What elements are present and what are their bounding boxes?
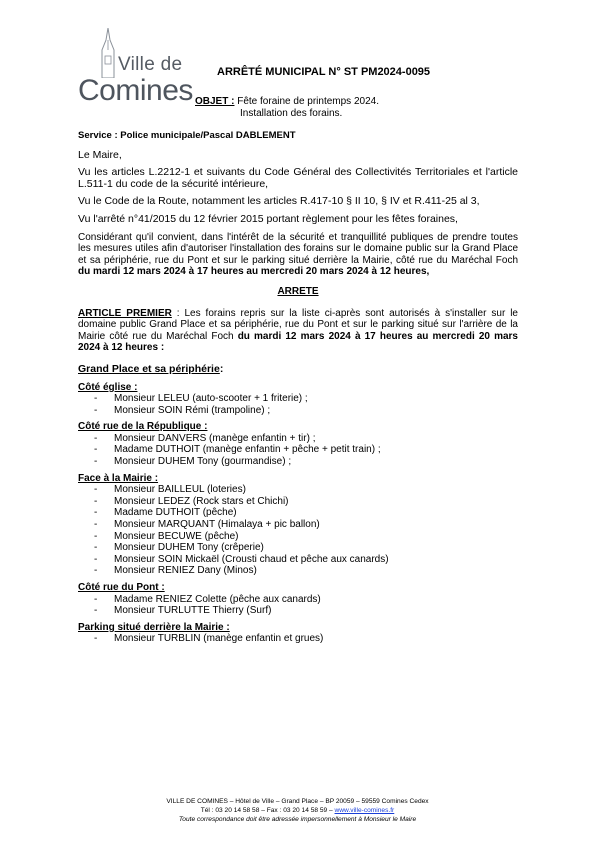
list-item: - Madame DUTHOIT (pêche) [78,507,518,519]
object-block [195,96,379,120]
city-logo [78,28,196,108]
list-item: - Monsieur SOIN Rémi (trampoline) ; [78,405,518,417]
forain-list [78,633,518,645]
group-title: Côté église : [78,381,138,393]
arrete-heading: ARRETE [277,285,319,297]
website-link[interactable]: www.ville-comines.fr [334,807,395,814]
list-item: - Madame RENIEZ Colette (pêche aux canards) [78,594,518,606]
list-item: - Monsieur TURLUTTE Thierry (Surf) [78,605,518,617]
object-label: OBJET : [195,96,235,107]
list-item: - Monsieur BECUWE (pêche) [78,531,518,543]
logo-line2: Comines [78,74,193,107]
vu-paragraph-2: Vu le Code de la Route, notamment les articles R.417-10 § II 10, § IV et R.411-25 al 3, [78,195,480,208]
considerant-text: Considérant qu'il convient, dans l'intérêt de la sécurité et tranquillité publiques de prendre toutes les mesures utiles afin d'autoriser l'installation des forains sur le domaine public sur la Grand Place et sa périphérie, rue du Pont et sur le parking situé derrière la Mairie, côté rue du Maréchal Foch [78,231,518,266]
section-heading [78,364,518,376]
footer-note: Toute correspondance doit être adressée impersonnellement à Monsieur le Maire [178,816,417,823]
group-title: Parking situé derrière la Mairie : [78,621,230,633]
vu-paragraph-3: Vu l'arrêté n°41/2015 du 12 février 2015 portant règlement pour les fêtes foraines, [78,212,458,225]
list-item: - Monsieur DUHEM Tony (gourmandise) ; [78,456,518,468]
forain-groups [78,382,518,645]
group-title: Côté rue de la République : [78,421,208,433]
list-item: - Monsieur DANVERS (manège enfantin + tir) ; [78,433,518,445]
forain-list [78,393,518,416]
list-item: - Monsieur TURBLIN (manège enfantin et grues) [78,633,518,645]
footer-address: VILLE DE COMINES – Hôtel de Ville – Grand Place – BP 20059 – 59559 Comines Cedex [166,798,429,805]
article-label: ARTICLE PREMIER [78,307,172,319]
document-body [78,130,518,650]
list-item: - Monsieur BAILLEUL (loteries) [78,484,518,496]
list-item: - Monsieur RENIEZ Dany (Minos) [78,565,518,577]
footer [0,797,595,824]
article-text: : Les forains repris sur la liste ci-après sont autorisés à s'installer sur le domaine public Grand Place et sa périphérie, rue du Pont et sur le parking situé sur l'arrière de la Mairie côté rue du Maréchal Foch [78,307,518,342]
object-line2: Installation des forains. [240,108,343,119]
list-item: - Monsieur MARQUANT (Himalaya + pic ballon) [78,519,518,531]
service-line: Service : Police municipale/Pascal DABLEMENT [78,130,296,141]
list-item: - Monsieur LEDEZ (Rock stars et Chichi) [78,496,518,508]
object-line1: Fête foraine de printemps 2024. [237,96,379,107]
logo-line1: Ville de [118,54,183,75]
forain-list [78,433,518,468]
group-title: Côté rue du Pont : [78,582,165,593]
section-colon: : [219,362,224,375]
list-item: - Monsieur SOIN Mickaël (Crousti chaud et pêche aux canards) [78,554,518,566]
document-title: ARRÊTÉ MUNICIPAL N° ST PM2024-0095 [217,66,431,78]
list-item: - Monsieur LELEU (auto-scooter + 1 friterie) ; [78,393,518,405]
footer-contact [0,806,595,815]
list-item: - Madame DUTHOIT (manège enfantin + pêche + petit train) ; [78,444,518,456]
forain-list [78,594,518,617]
section-title: Grand Place et sa périphérie [78,362,220,375]
vu-paragraph-1: Vu les articles L.2212-1 et suivants du Code Général des Collectivités Territoriales et l'article L.511-1 du code de la sécurité intérieure, [78,166,518,190]
footer-phone-fax: Tél : 03 20 14 58 58 – Fax : 03 20 14 58 59 – [200,807,335,814]
greeting: Le Maire, [78,148,122,161]
article-premier [78,308,518,354]
considerant-dates: du mardi 12 mars 2024 à 17 heures au mercredi 20 mars 2024 à 12 heures, [78,266,430,278]
list-item: - Monsieur DUHEM Tony (crêperie) [78,542,518,554]
forain-list [78,484,518,577]
article-dates: du mardi 12 mars 2024 à 17 heures au mercredi 20 mars 2024 à 12 heures : [78,330,518,354]
group-title: Face à la Mairie : [78,472,159,484]
considerant-paragraph [78,232,518,278]
